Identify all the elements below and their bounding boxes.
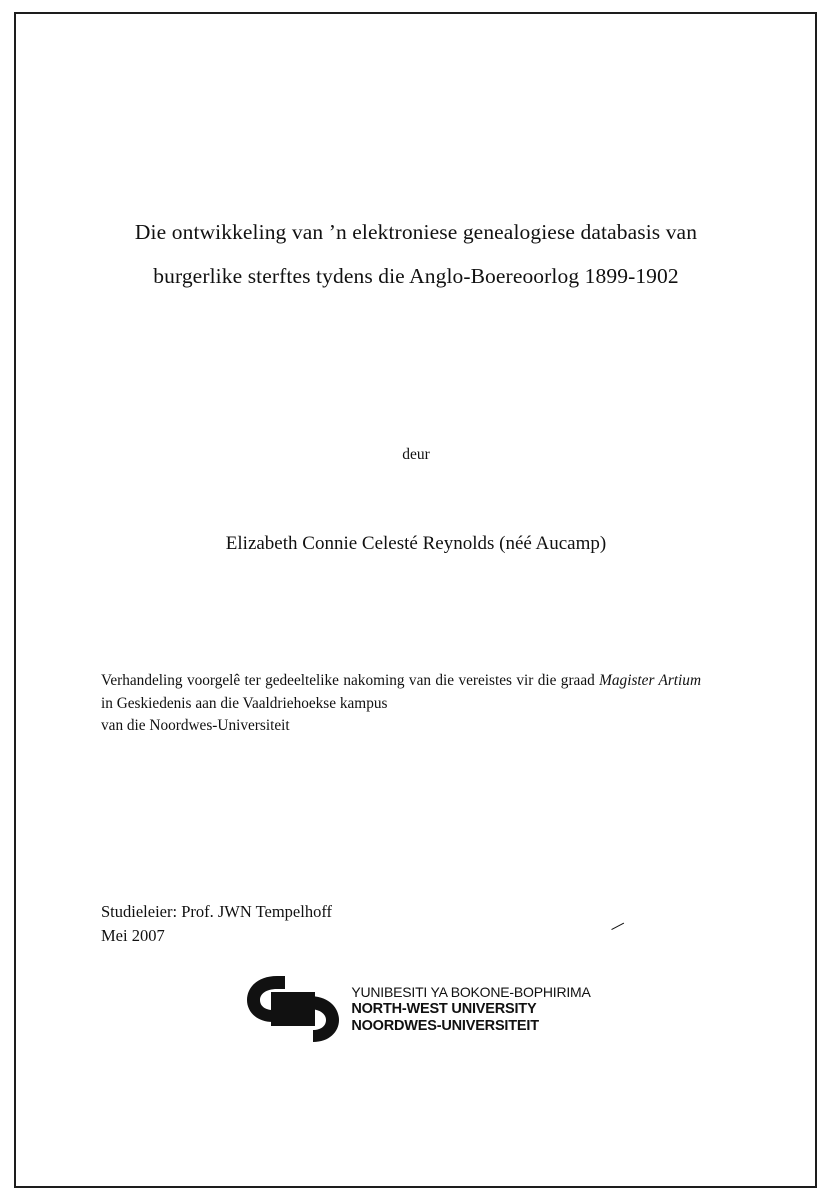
- page-title: [100, 210, 732, 298]
- degree-name: Magister Artium: [599, 672, 701, 689]
- supervisor-line: Studieleier: Prof. JWN Tempelhoff: [101, 902, 333, 921]
- statement-part-1: Verhandeling voorgelê ter gedeeltelike nakoming van die vereistes vir die graad: [101, 672, 600, 689]
- author-name: Elizabeth Connie Celesté Reynolds (néé Aucamp): [225, 533, 607, 554]
- submission-statement: [101, 670, 701, 738]
- date-text: Mei 2007: [101, 926, 165, 945]
- university-logo: [100, 972, 732, 1046]
- statement-part-3: van die Noordwes-Universiteit: [101, 717, 290, 734]
- by-label: deur: [402, 446, 430, 463]
- statement-part-2: in Geskiedenis aan die Vaaldriehoekse kampus: [101, 694, 388, 712]
- date-line: [101, 924, 621, 948]
- logo-line-3: NOORDWES-UNIVERSITEIT: [351, 1017, 539, 1034]
- title-line-1: Die ontwikkeling van ’n elektroniese genealogiese databasis van: [134, 220, 698, 244]
- logo-line-2: NORTH-WEST UNIVERSITY: [351, 1000, 537, 1017]
- logo-text-block: [351, 984, 590, 1035]
- title-line-2: burgerlike sterftes tydens die Anglo-Boereoorlog 1899-1902: [153, 264, 679, 288]
- title-page-content: [100, 12, 732, 1188]
- logo-line-1: YUNIBESITI YA BOKONE-BOPHIRIMA: [351, 983, 591, 1000]
- supervisor-block: [101, 900, 621, 948]
- north-west-university-logo-mark: [241, 972, 345, 1046]
